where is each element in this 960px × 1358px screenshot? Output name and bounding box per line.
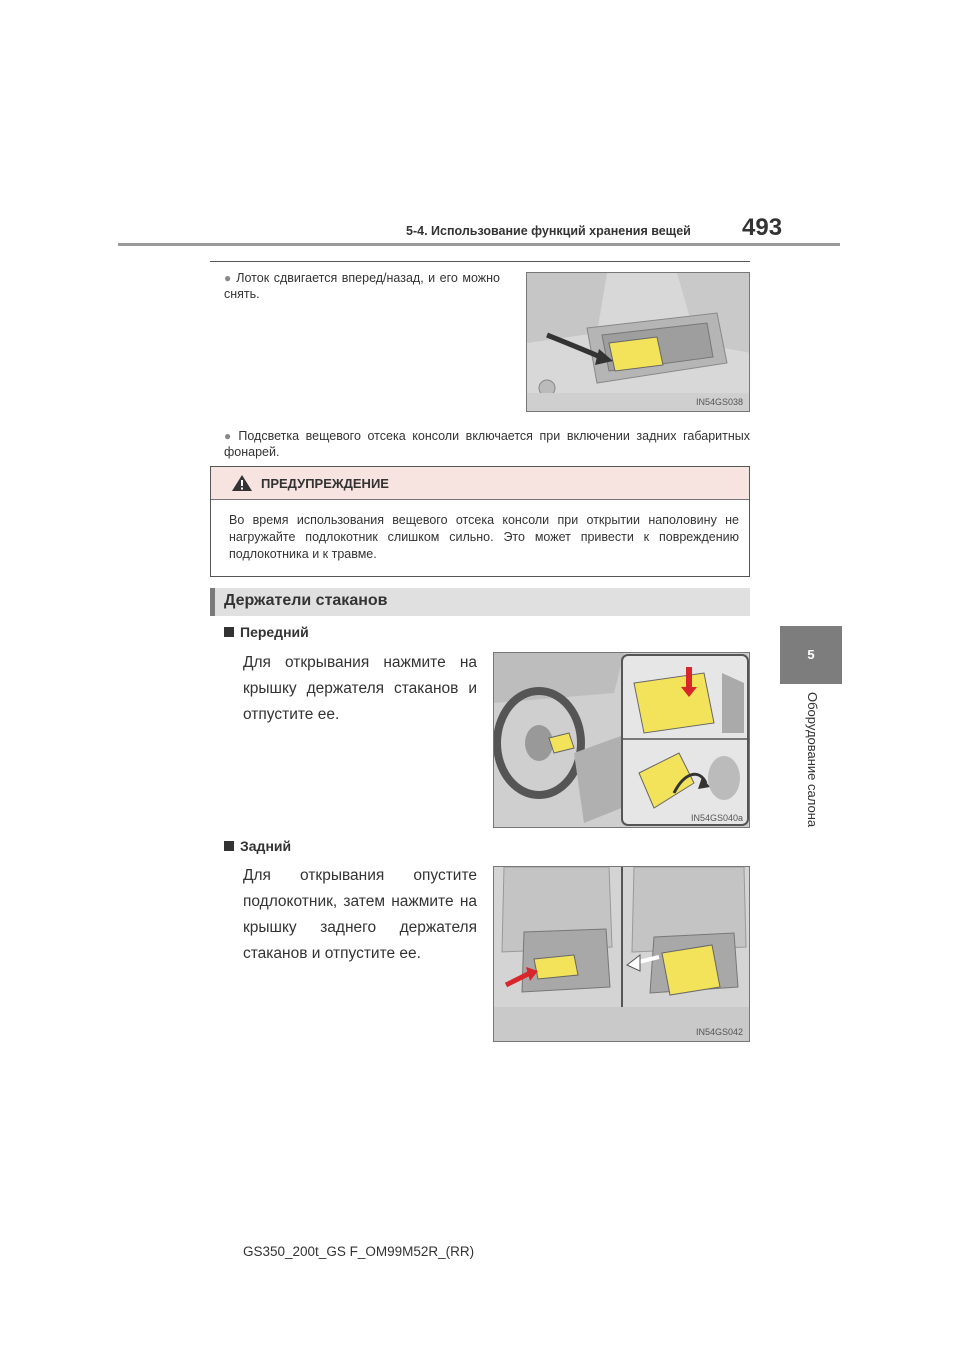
- section-accent: [210, 588, 215, 616]
- front-instructions: Для открывания нажмите на крышку держателя стаканов и отпустите ее.: [243, 654, 477, 723]
- content-top-rule: [210, 261, 750, 262]
- figure-code: IN54GS042: [695, 1027, 743, 1037]
- document-id-footer: GS350_200t_GS F_OM99M52R_(RR): [243, 1244, 475, 1259]
- figure-rear-cup-holder: [493, 866, 750, 1042]
- subheading-rear: Задний: [224, 838, 291, 854]
- warning-title: ПРЕДУПРЕЖДЕНИЕ: [261, 475, 389, 491]
- console-tray-illustration: [527, 273, 750, 412]
- square-bullet-icon: [224, 627, 234, 637]
- warning-header: [211, 467, 749, 500]
- front-cup-holder-illustration: [494, 653, 750, 828]
- square-bullet-icon: [224, 841, 234, 851]
- rear-instructions: Для открывания опустите подлокотник, затем нажмите на крышку заднего держателя стаканов и отпустите ее.: [243, 867, 477, 962]
- bullet-dot-icon: ●: [224, 271, 233, 285]
- figure-front-cup-holder: [493, 652, 750, 828]
- section-bar-cup-holders: [210, 588, 750, 616]
- figure-console-tray: [526, 272, 750, 412]
- bullet-dot-icon: ●: [224, 429, 235, 443]
- running-header-section-title: 5-4. Использование функций хранения вещей: [406, 224, 691, 238]
- section-title: Держатели стаканов: [224, 592, 388, 609]
- warning-text: Во время использования вещевого отсека консоли при открытии наполовину не нагружайте подлокотник слишком сильно. Это может привести к повреждению подлокотника и к травме.: [229, 513, 739, 561]
- header-rule: [118, 243, 840, 246]
- rear-cup-holder-illustration: [494, 867, 750, 1042]
- chapter-tab-title: Оборудование салона: [805, 692, 820, 828]
- page-number: 493: [742, 214, 783, 241]
- warning-triangle-icon: [231, 474, 253, 492]
- warning-box: [210, 466, 750, 577]
- subheading-front: Передний: [224, 624, 309, 640]
- figure-code: IN54GS038: [695, 397, 743, 407]
- chapter-tab: 5: [780, 626, 842, 684]
- bullet-illumination: ● Подсветка вещевого отсека консоли включается при включении задних габаритных фонарей.: [224, 429, 750, 459]
- bullet-tray: ● Лоток сдвигается вперед/назад, и его можно снять.: [224, 271, 501, 301]
- figure-code: IN54GS040a: [690, 813, 743, 823]
